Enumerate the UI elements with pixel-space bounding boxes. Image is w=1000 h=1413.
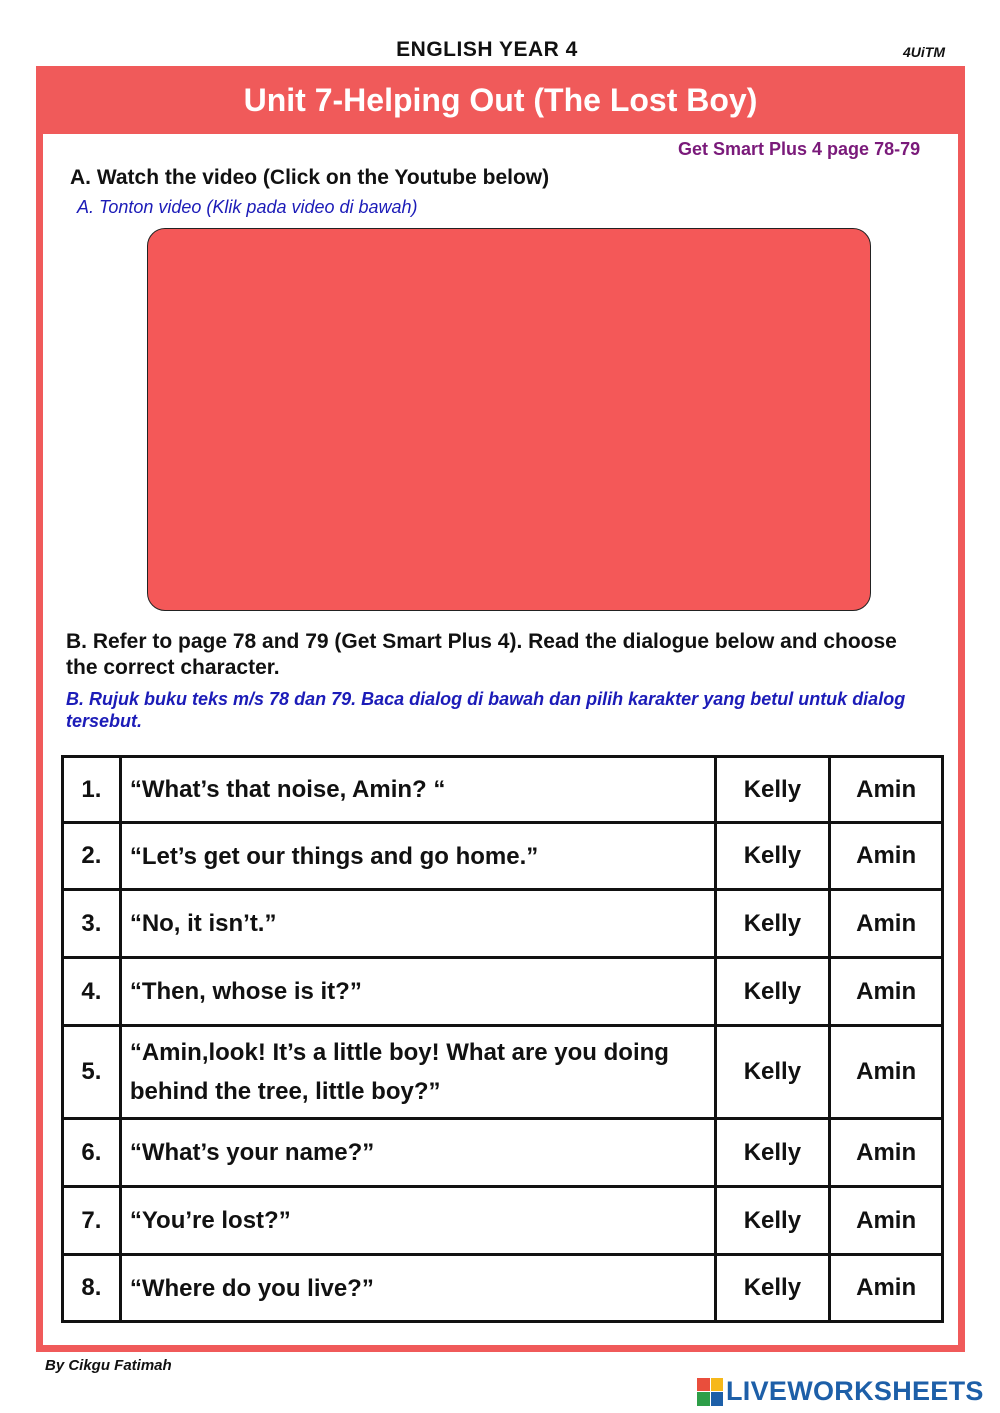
dialogue-line: “Amin,look! It’s a little boy! What are you doing behind the tree, little boy?” [120, 1026, 715, 1119]
option-kelly[interactable]: Kelly [715, 890, 830, 958]
option-kelly[interactable]: Kelly [715, 1026, 830, 1119]
option-amin[interactable]: Amin [830, 1187, 943, 1255]
question-number: 4. [63, 958, 121, 1026]
question-row [63, 890, 943, 958]
youtube-video-placeholder[interactable] [147, 228, 871, 611]
question-row [63, 1255, 943, 1322]
option-kelly[interactable]: Kelly [715, 823, 830, 890]
option-amin[interactable]: Amin [830, 1255, 943, 1322]
option-amin[interactable]: Amin [830, 1026, 943, 1119]
question-number: 2. [63, 823, 121, 890]
unit-title-banner: Unit 7-Helping Out (The Lost Boy) [36, 66, 965, 134]
option-kelly[interactable]: Kelly [715, 958, 830, 1026]
option-amin[interactable]: Amin [830, 958, 943, 1026]
worksheet-code: 4UiTM [903, 44, 945, 60]
question-row [63, 1026, 943, 1119]
dialogue-line: “No, it isn’t.” [120, 890, 715, 958]
dialogue-line: “Then, whose is it?” [120, 958, 715, 1026]
worksheet-header-title: ENGLISH YEAR 4 [396, 38, 578, 61]
option-kelly[interactable]: Kelly [715, 1119, 830, 1187]
option-amin[interactable]: Amin [830, 1119, 943, 1187]
question-number: 7. [63, 1187, 121, 1255]
author-credit: By Cikgu Fatimah [45, 1357, 172, 1374]
dialogue-line: “You’re lost?” [120, 1187, 715, 1255]
question-row [63, 823, 943, 890]
question-row [63, 757, 943, 823]
dialogue-line: “Let’s get our things and go home.” [120, 823, 715, 890]
section-b-instruction-malay: B. Rujuk buku teks m/s 78 dan 79. Baca dialog di bawah dan pilih karakter yang betul untuk dialog tersebut. [66, 689, 906, 731]
option-amin[interactable]: Amin [830, 757, 943, 823]
question-number: 6. [63, 1119, 121, 1187]
question-number: 5. [63, 1026, 121, 1119]
option-amin[interactable]: Amin [830, 823, 943, 890]
question-row [63, 1187, 943, 1255]
book-reference: Get Smart Plus 4 page 78-79 [678, 139, 921, 159]
question-row [63, 958, 943, 1026]
question-number: 8. [63, 1255, 121, 1322]
dialogue-question-table [61, 755, 944, 1323]
dialogue-line: “What’s that noise, Amin? “ [120, 757, 715, 823]
section-a-instruction: A. Watch the video (Click on the Youtube below) [70, 166, 550, 189]
section-a-instruction-malay: A. Tonton video (Klik pada video di bawah) [77, 197, 418, 217]
option-kelly[interactable]: Kelly [715, 1255, 830, 1322]
brand-name: LIVEWORKSHEETS [726, 1376, 984, 1406]
question-number: 3. [63, 890, 121, 958]
option-kelly[interactable]: Kelly [715, 1187, 830, 1255]
option-kelly[interactable]: Kelly [715, 757, 830, 823]
dialogue-line: “Where do you live?” [120, 1255, 715, 1322]
question-number: 1. [63, 757, 121, 823]
liveworksheets-logo-icon [697, 1378, 723, 1406]
option-amin[interactable]: Amin [830, 890, 943, 958]
section-b-instruction: B. Refer to page 78 and 79 (Get Smart Plus 4). Read the dialogue below and choose the correct character. [66, 630, 897, 679]
question-row [63, 1119, 943, 1187]
liveworksheets-brand [697, 1376, 984, 1407]
dialogue-line: “What’s your name?” [120, 1119, 715, 1187]
